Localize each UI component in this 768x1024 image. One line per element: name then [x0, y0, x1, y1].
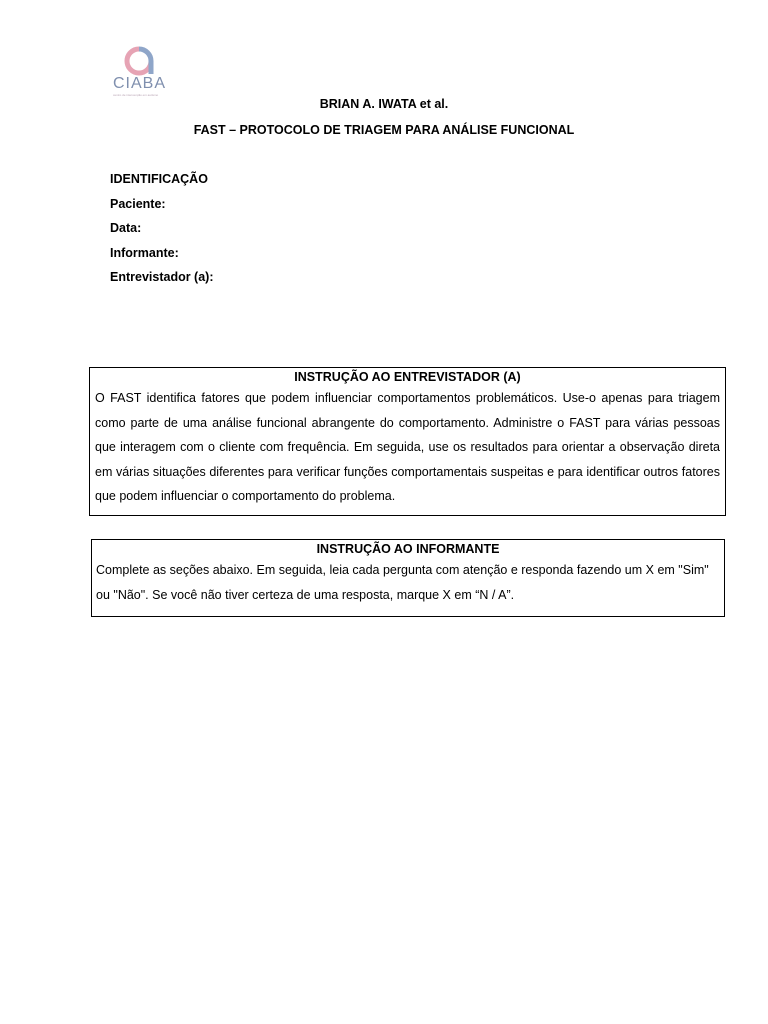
logo-name: CIABA — [113, 75, 167, 92]
informant-instruction-text: Complete as seções abaixo. Em seguida, leia cada pergunta com atenção e responda fazendo um X em "Sim" ou "Não". Se você não tiver certeza de uma resposta, marque X em “N / A”. — [96, 563, 709, 602]
logo-subtitle: centro de intervenção em autismo — [113, 93, 159, 97]
patient-label: Paciente: — [110, 196, 166, 211]
identification-section — [110, 171, 214, 294]
interviewer-label: Entrevistador (a): — [110, 270, 214, 284]
author-line: BRIAN A. IWATA et al. — [319, 97, 449, 111]
identification-heading: IDENTIFICAÇÃO — [110, 172, 208, 186]
interviewer-instruction-title: INSTRUÇÃO AO ENTREVISTADOR (A) — [294, 370, 521, 384]
informant-instruction-box — [91, 539, 725, 617]
interviewer-instruction-box — [89, 367, 726, 516]
interviewer-instruction-text: O FAST identifica fatores que podem influenciar comportamentos problemáticos. Use-o apenas para triagem como parte de uma análise funcional abrangente do comportamento. Administre o FAST para várias pessoas que interagem com o cliente com frequência. Em seguida, use os resultados para orientar a observação direta em várias situações diferentes para verificar funções comportamentais suspeitas e para identificar outros fatores que podem influenciar o comportamento do problema. — [95, 391, 720, 503]
ciaba-logo-icon — [122, 46, 156, 76]
date-label: Data: — [110, 221, 142, 235]
informant-instruction-title: INSTRUÇÃO AO INFORMANTE — [316, 542, 500, 556]
ciaba-logo — [110, 46, 172, 97]
informant-label: Informante: — [110, 245, 179, 260]
document-title: FAST – PROTOCOLO DE TRIAGEM PARA ANÁLISE FUNCIONAL — [193, 123, 575, 137]
